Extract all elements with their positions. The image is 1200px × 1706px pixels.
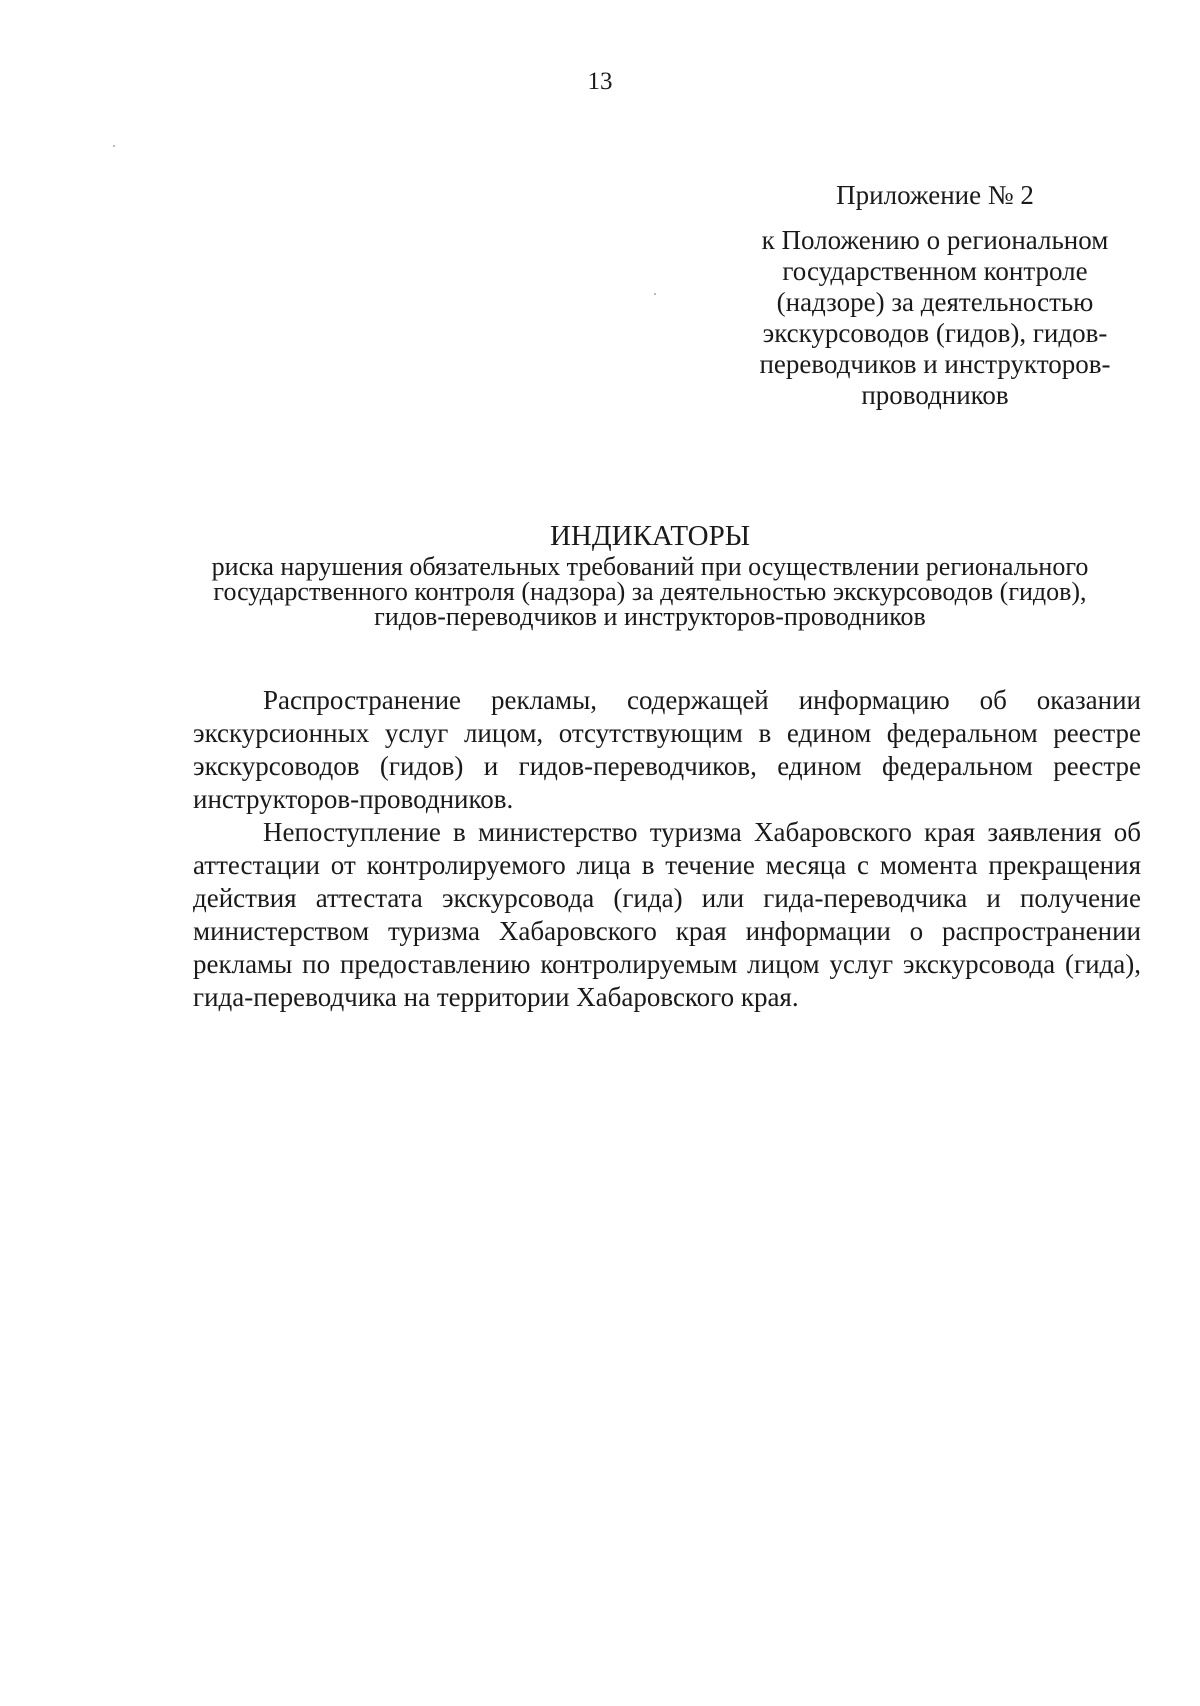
heading-title: ИНДИКАТОРЫ — [549, 520, 751, 552]
appendix-title: Приложение № 2 — [836, 180, 1034, 210]
paragraph: Распространение рекламы, содержащей информацию об оказании экскурсионных услуг лицом, отсутствующим в едином федеральном реестре экскурсоводов (гидов) и гидов-переводчиков, едином федеральном реестре инструкторов-проводников. — [193, 685, 1141, 814]
appendix-reference: к Положению о региональном государственном контроле (надзоре) за деятельностью экскурсоводов (гидов), гидов-переводчиков и инструкторов-проводников — [759, 225, 1111, 410]
page-number: 13 — [587, 68, 613, 95]
document-heading — [200, 520, 1100, 629]
scan-speck — [113, 145, 115, 147]
paragraph: Непоступление в министерство туризма Хабаровского края заявления об аттестации от контролируемого лица в течение месяца с момента прекращения действия аттестата экскурсовода (гида) или гида-переводчика и получение министерством туризма Хабаровского края информации о распространении рекламы по предоставлению контролируемым лицом услуг экскурсовода (гида), гида-переводчика на территории Хабаровского края. — [193, 817, 1141, 1012]
heading-subtitle: риска нарушения обязательных требований при осуществлении регионального государственного контроля (надзора) за деятельностью экскурсоводов (гидов), гидов-переводчиков и инструкторов-проводников — [211, 552, 1089, 631]
appendix-block — [745, 180, 1125, 411]
scan-speck — [654, 293, 656, 295]
body-text — [193, 684, 1141, 1014]
